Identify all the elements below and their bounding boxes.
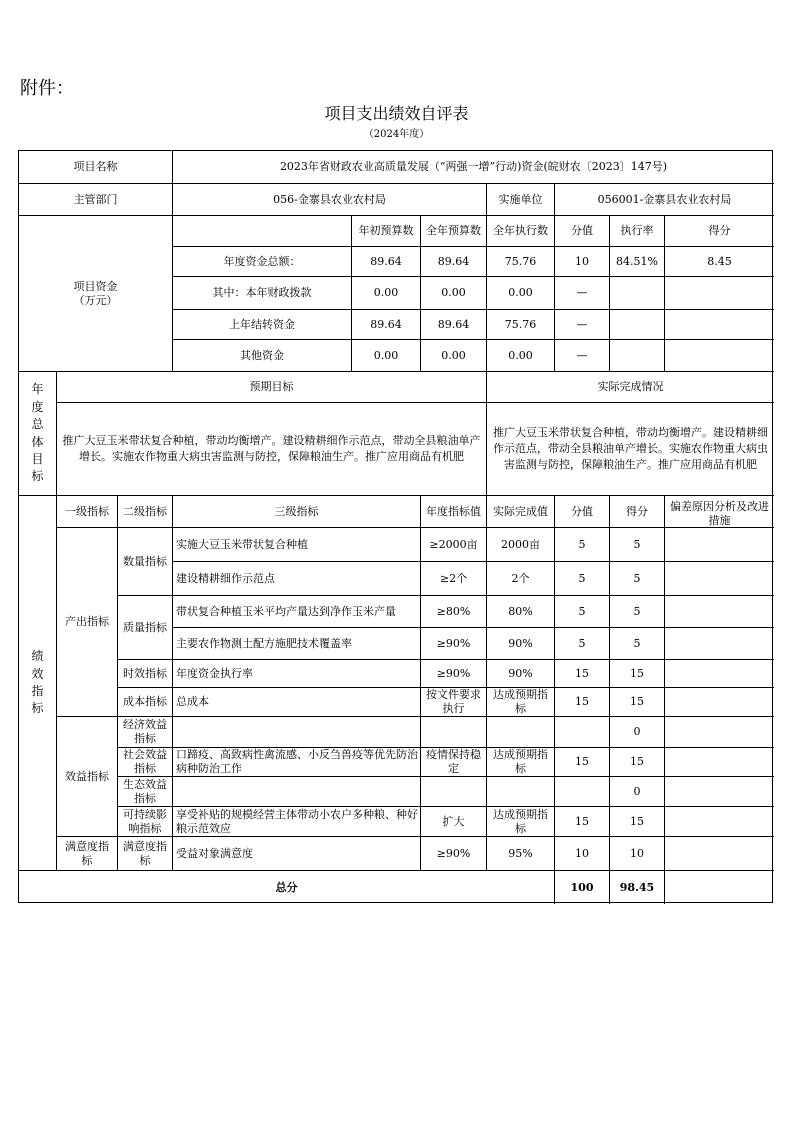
- perf-header: 年度指标值: [421, 496, 487, 528]
- score-value: 5: [555, 628, 610, 660]
- funds-header: 年初预算数: [352, 216, 421, 247]
- level2-indicator: 经济效益 指标: [118, 717, 173, 748]
- actual-value: 95%: [487, 837, 555, 871]
- funds-value: 0.00: [421, 340, 487, 372]
- level3-indicator: 年度资金执行率: [173, 660, 421, 688]
- target-value: ≥90%: [421, 628, 487, 660]
- funds-value: [610, 277, 665, 310]
- funds-value: [665, 340, 774, 372]
- funds-value: 84.51%: [610, 247, 665, 277]
- target-value: ≥2000亩: [421, 528, 487, 562]
- target-value: [421, 717, 487, 748]
- target-value: ≥80%: [421, 596, 487, 628]
- funds-row-label: 其他资金: [173, 340, 352, 372]
- got-value: 15: [610, 748, 665, 777]
- score-value: [555, 777, 610, 807]
- perf-header: 一级指标: [57, 496, 118, 528]
- target-value: 疫情保持稳定: [421, 748, 487, 777]
- perf-header: 偏差原因分析及改进措施: [665, 496, 774, 528]
- funds-value: —: [555, 310, 610, 340]
- funds-header: 执行率: [610, 216, 665, 247]
- target-value: ≥90%: [421, 837, 487, 871]
- actual-value: [487, 717, 555, 748]
- funds-value: [610, 340, 665, 372]
- score-value: [555, 717, 610, 748]
- goals-label: 年 度 总 体 目 标: [19, 372, 57, 496]
- deviation-note: [665, 562, 774, 596]
- actual-value: 2000亩: [487, 528, 555, 562]
- impl-unit-value: 056001-金寨县农业农村局: [555, 184, 774, 216]
- funds-value: 75.76: [487, 247, 555, 277]
- project-name-label: 项目名称: [19, 151, 173, 184]
- deviation-note: [665, 837, 774, 871]
- level2-indicator: 成本指标: [118, 688, 173, 717]
- level2-indicator: 社会效益 指标: [118, 748, 173, 777]
- perf-header: 分值: [555, 496, 610, 528]
- funds-header: 分值: [555, 216, 610, 247]
- impl-unit-label: 实施单位: [487, 184, 555, 216]
- funds-header: 全年执行数: [487, 216, 555, 247]
- funds-value: 0.00: [352, 340, 421, 372]
- level1-satisfaction: 满意度指 标: [57, 837, 118, 871]
- level2-indicator: 质量指标: [118, 596, 173, 660]
- score-value: 5: [555, 562, 610, 596]
- expected-goal-text: 推广大豆玉米带状复合种植，带动均衡增产。建设精耕细作示范点，带动全县粮油单产增长。实施农作物重大病虫害监测与防控，保障粮油生产。推广应用商品有机肥: [57, 403, 487, 496]
- actual-value: 达成预期指标: [487, 748, 555, 777]
- deviation-note: [665, 596, 774, 628]
- funds-header: 全年预算数: [421, 216, 487, 247]
- target-value: ≥90%: [421, 660, 487, 688]
- got-value: 15: [610, 660, 665, 688]
- dept-label: 主管部门: [19, 184, 173, 216]
- funds-header-blank: [173, 216, 352, 247]
- evaluation-table: [18, 150, 773, 903]
- funds-value: [665, 277, 774, 310]
- funds-value: [665, 310, 774, 340]
- target-value: ≥2个: [421, 562, 487, 596]
- total-got: 98.45: [610, 871, 665, 904]
- actual-result-text: 推广大豆玉米带状复合种植，带动均衡增产。建设精耕细作示范点，带动全县粮油单产增长。实施农作物重大病虫害监测与防控，保障粮油生产。推广应用商品有机肥: [487, 403, 774, 496]
- level3-indicator: [173, 777, 421, 807]
- got-value: 10: [610, 837, 665, 871]
- funds-value: 89.64: [421, 310, 487, 340]
- got-value: 5: [610, 596, 665, 628]
- deviation-note: [665, 660, 774, 688]
- actual-value: 2个: [487, 562, 555, 596]
- perf-header: 得分: [610, 496, 665, 528]
- score-value: 10: [555, 837, 610, 871]
- level2-indicator: 时效指标: [118, 660, 173, 688]
- funds-value: 8.45: [665, 247, 774, 277]
- perf-header: 三级指标: [173, 496, 421, 528]
- expected-goal-header: 预期目标: [57, 372, 487, 403]
- total-score: 100: [555, 871, 610, 904]
- funds-value: 0.00: [352, 277, 421, 310]
- level1-output: 产出指标: [57, 528, 118, 717]
- funds-value: [610, 310, 665, 340]
- level3-indicator: 带状复合种植玉米平均产量达到净作玉米产量: [173, 596, 421, 628]
- deviation-note: [665, 777, 774, 807]
- deviation-note: [665, 688, 774, 717]
- target-value: 按文件要求执行: [421, 688, 487, 717]
- level2-indicator: 生态效益 指标: [118, 777, 173, 807]
- actual-result-header: 实际完成情况: [487, 372, 774, 403]
- level2-indicator: 满意度指 标: [118, 837, 173, 871]
- target-value: 扩大: [421, 807, 487, 837]
- deviation-note: [665, 528, 774, 562]
- funds-row-label: 其中：本年财政拨款: [173, 277, 352, 310]
- level3-indicator: 主要农作物测土配方施肥技术覆盖率: [173, 628, 421, 660]
- got-value: 0: [610, 777, 665, 807]
- got-value: 15: [610, 688, 665, 717]
- actual-value: [487, 777, 555, 807]
- funds-value: 89.64: [352, 310, 421, 340]
- got-value: 5: [610, 528, 665, 562]
- funds-value: —: [555, 277, 610, 310]
- score-value: 15: [555, 688, 610, 717]
- total-label: 总分: [19, 871, 555, 904]
- actual-value: 90%: [487, 660, 555, 688]
- score-value: 5: [555, 596, 610, 628]
- perf-header: 二级指标: [118, 496, 173, 528]
- got-value: 5: [610, 628, 665, 660]
- funds-header: 得分: [665, 216, 774, 247]
- funds-value: 0.00: [421, 277, 487, 310]
- level3-indicator: 总成本: [173, 688, 421, 717]
- level3-indicator: [173, 717, 421, 748]
- level3-indicator: 口蹄疫、高致病性禽流感、小反刍兽疫等优先防治病种防治工作: [173, 748, 421, 777]
- total-note: [665, 871, 774, 904]
- dept-value: 056-金寨县农业农村局: [173, 184, 487, 216]
- score-value: 15: [555, 748, 610, 777]
- level3-indicator: 享受补贴的规模经营主体带动小农户多种粮、种好粮示范效应: [173, 807, 421, 837]
- project-name-value: 2023年省财政农业高质量发展（“两强一增”行动)资金(皖财农〔2023〕147号): [173, 151, 774, 184]
- funds-value: —: [555, 340, 610, 372]
- funds-row-label: 年度资金总额：: [173, 247, 352, 277]
- level2-indicator: 可持续影 响指标: [118, 807, 173, 837]
- deviation-note: [665, 748, 774, 777]
- attachment-label: 附件：: [20, 78, 74, 99]
- perf-label: 绩 效 指 标: [19, 496, 57, 871]
- funds-value: 75.76: [487, 310, 555, 340]
- funds-value: 10: [555, 247, 610, 277]
- actual-value: 达成预期指标: [487, 807, 555, 837]
- level3-indicator: 建设精耕细作示范点: [173, 562, 421, 596]
- funds-value: 0.00: [487, 277, 555, 310]
- actual-value: 达成预期指标: [487, 688, 555, 717]
- funds-value: 89.64: [352, 247, 421, 277]
- target-value: [421, 777, 487, 807]
- perf-header: 实际完成值: [487, 496, 555, 528]
- got-value: 15: [610, 807, 665, 837]
- funds-row-label: 上年结转资金: [173, 310, 352, 340]
- got-value: 5: [610, 562, 665, 596]
- page-title: 项目支出绩效自评表: [324, 104, 469, 123]
- funds-value: 0.00: [487, 340, 555, 372]
- deviation-note: [665, 807, 774, 837]
- score-value: 5: [555, 528, 610, 562]
- level2-indicator: 数量指标: [118, 528, 173, 596]
- got-value: 0: [610, 717, 665, 748]
- deviation-note: [665, 628, 774, 660]
- actual-value: 90%: [487, 628, 555, 660]
- deviation-note: [665, 717, 774, 748]
- score-value: 15: [555, 807, 610, 837]
- score-value: 15: [555, 660, 610, 688]
- level1-benefit: 效益指标: [57, 717, 118, 837]
- level3-indicator: 受益对象满意度: [173, 837, 421, 871]
- funds-value: 89.64: [421, 247, 487, 277]
- year-label: （2024年度）: [363, 129, 430, 140]
- actual-value: 80%: [487, 596, 555, 628]
- level3-indicator: 实施大豆玉米带状复合种植: [173, 528, 421, 562]
- funds-label: 项目资金 （万元）: [19, 216, 173, 372]
